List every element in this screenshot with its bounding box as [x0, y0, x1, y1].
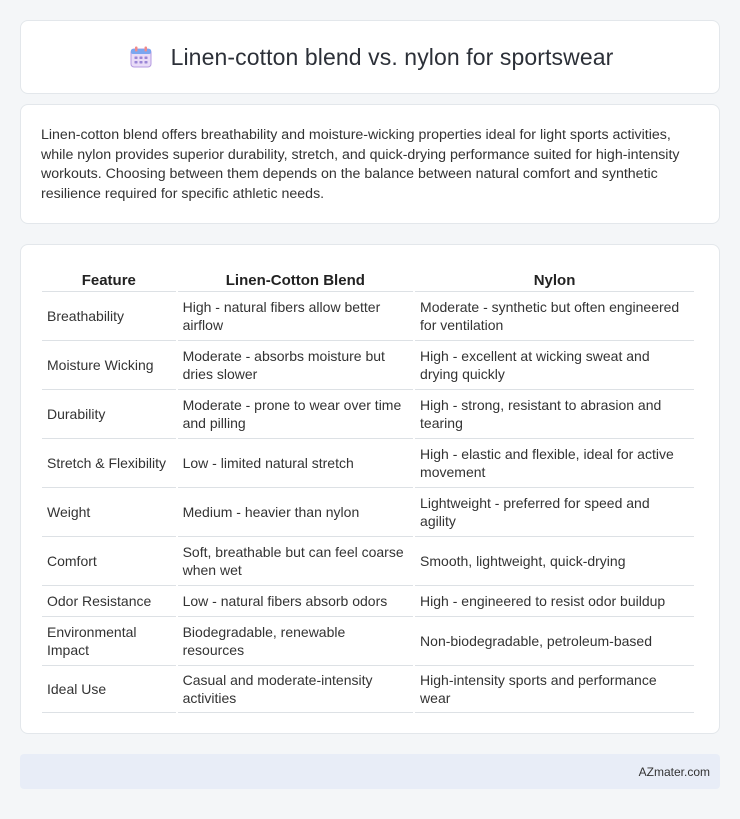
table-row — [42, 537, 694, 586]
table-row — [42, 341, 694, 390]
comparison-table — [40, 267, 696, 713]
nylon-cell: High - engineered to resist odor buildup — [415, 586, 694, 617]
linen-cotton-cell: Medium - heavier than nylon — [178, 488, 413, 537]
linen-cotton-cell: Moderate - absorbs moisture but dries slower — [178, 341, 413, 390]
footer-bar — [20, 754, 720, 789]
linen-cotton-cell: Biodegradable, renewable resources — [178, 617, 413, 666]
nylon-cell: High-intensity sports and performance wear — [415, 666, 694, 713]
title-card — [20, 20, 720, 94]
header-feature: Feature — [42, 267, 176, 292]
nylon-cell: High - excellent at wicking sweat and drying quickly — [415, 341, 694, 390]
table-header-row — [42, 267, 694, 292]
header-linen-cotton: Linen-Cotton Blend — [178, 267, 413, 292]
feature-cell: Comfort — [42, 537, 176, 586]
table-row — [42, 439, 694, 488]
linen-cotton-cell: Low - limited natural stretch — [178, 439, 413, 488]
linen-cotton-cell: Soft, breathable but can feel coarse when wet — [178, 537, 413, 586]
feature-cell: Odor Resistance — [42, 586, 176, 617]
feature-cell: Weight — [42, 488, 176, 537]
nylon-cell: Non-biodegradable, petroleum-based — [415, 617, 694, 666]
header-nylon: Nylon — [415, 267, 694, 292]
linen-cotton-cell: Low - natural fibers absorb odors — [178, 586, 413, 617]
table-row — [42, 586, 694, 617]
nylon-cell: High - strong, resistant to abrasion and tearing — [415, 390, 694, 439]
table-row — [42, 666, 694, 713]
feature-cell: Moisture Wicking — [42, 341, 176, 390]
intro-text: Linen-cotton blend offers breathability and moisture-wicking properties ideal for light sports activities, while nylon provides superior durability, stretch, and quick-drying performance suited for high-intensity workouts. Choosing between them depends on the balance between natural comfort and synthetic resilience required for specific athletic needs. — [41, 127, 680, 202]
table-row — [42, 617, 694, 666]
nylon-cell: Lightweight - preferred for speed and agility — [415, 488, 694, 537]
nylon-cell: High - elastic and flexible, ideal for active movement — [415, 439, 694, 488]
feature-cell: Environmental Impact — [42, 617, 176, 666]
linen-cotton-cell: High - natural fibers allow better airflow — [178, 292, 413, 341]
page-title: Linen-cotton blend vs. nylon for sportswear — [170, 43, 614, 70]
footer-brand[interactable]: AZmater.com — [638, 764, 710, 779]
table-row — [42, 488, 694, 537]
table-row — [42, 390, 694, 439]
comparison-card — [20, 244, 720, 734]
nylon-cell: Moderate - synthetic but often engineered for ventilation — [415, 292, 694, 341]
feature-cell: Ideal Use — [42, 666, 176, 713]
feature-cell: Stretch & Flexibility — [42, 439, 176, 488]
nylon-cell: Smooth, lightweight, quick-drying — [415, 537, 694, 586]
feature-cell: Breathability — [42, 292, 176, 341]
calendar-icon — [127, 43, 155, 71]
table-row — [42, 292, 694, 341]
feature-cell: Durability — [42, 390, 176, 439]
linen-cotton-cell: Casual and moderate-intensity activities — [178, 666, 413, 713]
linen-cotton-cell: Moderate - prone to wear over time and pilling — [178, 390, 413, 439]
intro-card — [20, 104, 720, 224]
